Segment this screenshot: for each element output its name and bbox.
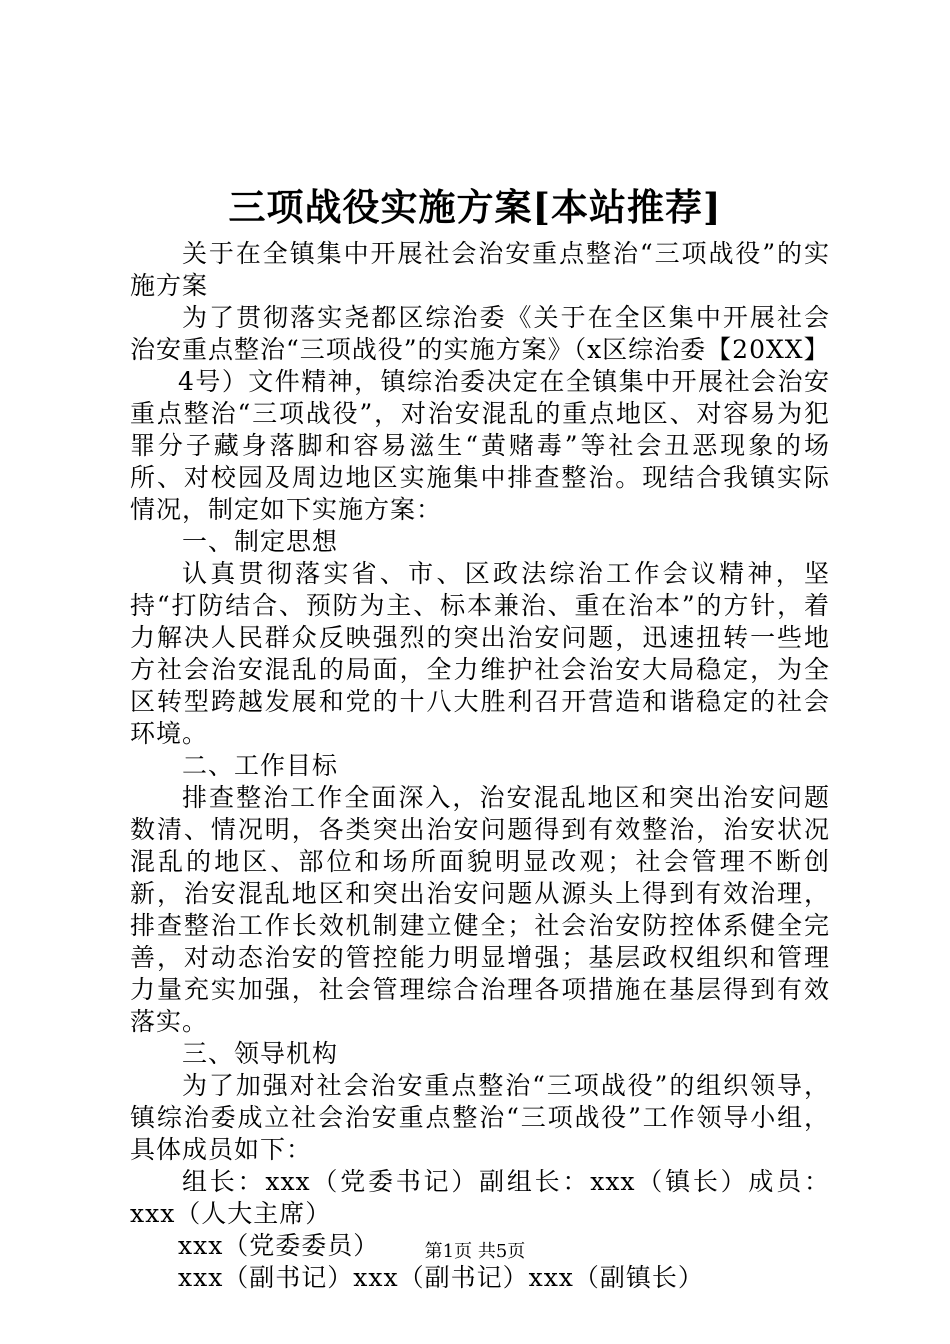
page-footer: 第1页 共5页 (424, 1241, 526, 1262)
paragraph-members-leaders: 组长：xxx（党委书记）副组长：xxx（镇长）成员：xxx（人大主席） (130, 1167, 830, 1228)
paragraph-intro-continued: 4号）文件精神，镇综治委决定在全镇集中开展社会治安重点整治“三项战役”，对治安混乱的重点地区、对容易为犯罪分子藏身落脚和容易滋生“黄赌毒”等社会丑恶现象的场所、对校园及周边地区实施集中排查整治。现结合我镇实际情况，制定如下实施方案： (130, 367, 830, 524)
document-title: 三项战役实施方案[本站推荐] (228, 185, 722, 229)
paragraph-members-deputies: xxx（副书记）xxx（副书记）xxx（副镇长） (178, 1263, 704, 1292)
paragraph-section-1: 认真贯彻落实省、市、区政法综治工作会议精神，坚持“打防结合、预防为主、标本兼治、重在治本”的方针，着力解决人民群众反映强烈的突出治安问题，迅速扭转一些地方社会治安混乱的局面，全力维护社会治安大局稳定，为全区转型跨越发展和党的十八大胜利召开营造和谐稳定的社会环境。 (130, 559, 830, 748)
section-heading-1: 一、制定思想 (182, 527, 339, 556)
section-heading-3: 三、领导机构 (182, 1039, 339, 1068)
paragraph-section-2: 排查整治工作全面深入，治安混乱地区和突出治安问题数清、情况明，各类突出治安问题得到有效整治，治安状况混乱的地区、部位和场所面貌明显改观；社会管理不断创新，治安混乱地区和突出治安问题从源头上得到有效治理，排查整治工作长效机制建立健全；社会治安防控体系健全完善，对动态治安的管控能力明显增强；基层政权组织和管理力量充实加强，社会管理综合治理各项措施在基层得到有效落实。 (130, 783, 830, 1036)
section-heading-2: 二、工作目标 (182, 751, 339, 780)
document-body (130, 238, 830, 1294)
paragraph-members-party: xxx（党委委员） (178, 1231, 380, 1260)
paragraph-section-3: 为了加强对社会治安重点整治“三项战役”的组织领导，镇综治委成立社会治安重点整治“三项战役”工作领导小组，具体成员如下： (130, 1071, 830, 1164)
paragraph-intro: 为了贯彻落实尧都区综治委《关于在全区集中开展社会治安重点整治“三项战役”的实施方案》（x区综治委【20XX】 (130, 303, 830, 364)
paragraph-heading-line: 关于在全镇集中开展社会治安重点整治“三项战役”的实施方案 (130, 239, 830, 300)
